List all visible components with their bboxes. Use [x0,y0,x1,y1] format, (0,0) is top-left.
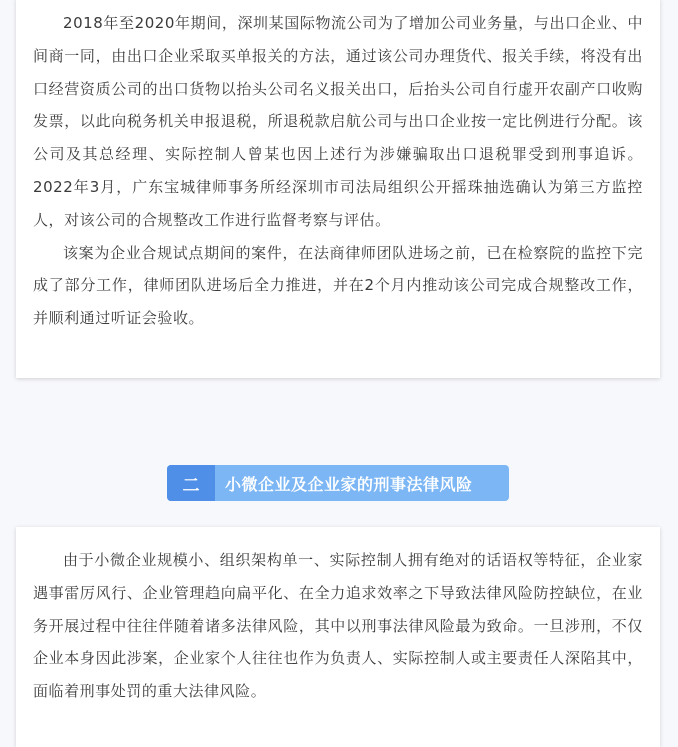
risk-paragraph-1: 由于小微企业规模小、组织架构单一、实际控制人拥有绝对的话语权等特征，企业家遇事雷厉风行、企业管理趋向扁平化、在全力追求效率之下导致法律风险防控缺位，在业务开展过程中往往伴随着诸多法律风险，其中以刑事法律风险最为致命。一旦涉刑，不仅企业本身因此涉案，企业家个人往往也作为负责人、实际控制人或主要责任人深陷其中，面临着刑事处罚的重大法律风险。 [33,551,643,701]
case-content-card [16,0,660,378]
section-title: 小微企业及企业家的刑事法律风险 [225,474,473,494]
case-paragraph-1: 2018年至2020年期间，深圳某国际物流公司为了增加公司业务量，与出口企业、中间商一同，由出口企业采取买单报关的方法，通过该公司办理货代、报关手续，将没有出口经营资质公司的出口货物以抬头公司名义报关出口，后抬头公司自行虚开农副产口收购发票，以此向税务机关申报退税，所退税款启航公司与出口企业按一定比例进行分配。该公司及其总经理、实际控制人曾某也因上述行为涉嫌骗取出口退税罪受到刑事追诉。2022年3月，广东宝城律师事务所经深圳市司法局组织公开摇珠抽选确认为第三方监控人，对该公司的合规整改工作进行监督考察与评估。 [33,14,643,229]
case-paragraph-2: 该案为企业合规试点期间的案件，在法商律师团队进场之前，已在检察院的监控下完成了部分工作，律师团队进场后全力推进，并在2个月内推动该公司完成合规整改工作，并顺利通过听证会验收。 [33,243,643,328]
risk-content-card [16,527,660,747]
section-number: 二 [167,465,215,501]
section-heading-banner [167,465,509,501]
